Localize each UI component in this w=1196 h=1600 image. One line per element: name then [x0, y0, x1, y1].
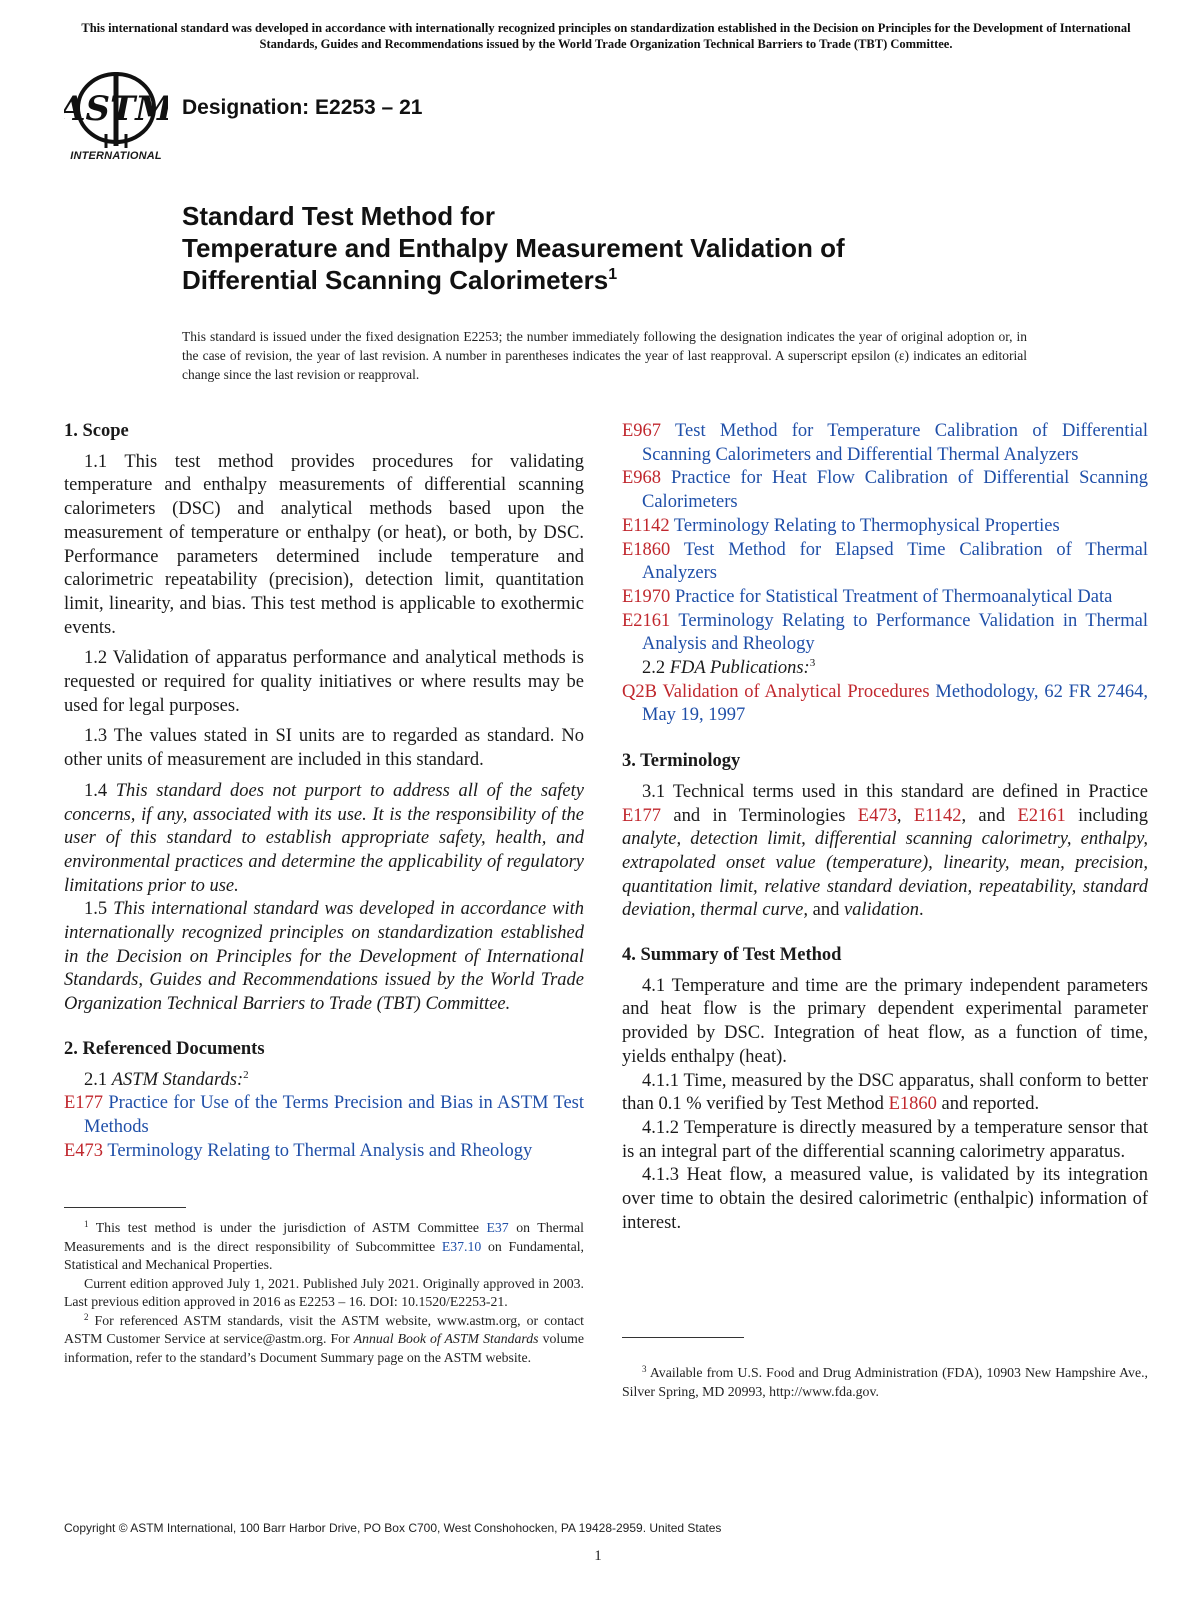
para-3-1: 3.1 Technical terms used in this standard are defined in Practice E177 and in Terminologies E473, E1142, and E2161 including analyte, detection limit, differential scanning calorimetry, enthalpy, extrapolated onset value (temperature), linearity, mean, precision, quantitation limit, relative standard deviation, repeatability, standard deviation, thermal curve, and validation.	[622, 781, 1149, 921]
footnote-3: $^3$ Available from U.S. Food and Drug Administration (FDA), 10903 New Hampshire Ave., Silver Spring, MD 20993, http://www.fda.gov.	[622, 1364, 1148, 1399]
para-4-1-2: 4.1.2 Temperature is directly measured by a temperature sensor that is an integral part of the differential scanning calorimetry apparatus.	[622, 1117, 1148, 1162]
footnotes-right	[622, 1364, 1148, 1401]
link-e37[interactable]: E37	[486, 1220, 509, 1235]
para-1-1: 1.1 This test method provides procedures for validating temperature and enthalpy measurements of differential scanning calorimeters (DSC) and analytical methods based upon the measurement of temperature or enthalpy (or heat), or both, by DSC. Performance parameters determined include temperature and calorimetric repeatability (precision), detection limit, quantitation limit, linearity, and bias. This test method is applicable to exothermic events.	[64, 451, 584, 638]
astm-logo-icon	[64, 70, 168, 150]
para-4-1-3: 4.1.3 Heat flow, a measured value, is validated by its integration over time to obtain the desired calorimetric (enthalpic) information of interest.	[622, 1165, 1148, 1233]
title-line-2: Temperature and Enthalpy Measurement Validation of	[182, 233, 845, 263]
footnote-rule-left	[64, 1207, 186, 1208]
title-footnote-marker: 1	[608, 266, 618, 283]
para-1-3: 1.3 The values stated in SI units are to regarded as standard. No other units of measurement are included in this standard.	[64, 726, 584, 771]
ref-e968[interactable]: E968 Practice for Heat Flow Calibration of Differential Scanning Calorimeters	[622, 468, 1148, 513]
fda-publications-label: 2.2 FDA Publications:$^3$	[642, 657, 816, 679]
para-1-2: 1.2 Validation of apparatus performance and analytical methods is requested or required for quality initiatives or where results may be used for legal purposes.	[64, 648, 584, 716]
left-column	[64, 420, 584, 1163]
summary-heading: 4. Summary of Test Method	[622, 945, 842, 966]
ref-q2b[interactable]: Q2B Validation of Analytical Procedures Methodology, 62 FR 27464, May 19, 1997	[622, 681, 1149, 726]
ref-e967[interactable]: E967 Test Method for Temperature Calibration of Differential Scanning Calorimeters and Differential Thermal Analyzers	[622, 421, 1148, 465]
page-number: 1	[594, 1548, 602, 1564]
link-e1142[interactable]: E1142	[913, 805, 962, 826]
para-4-1: 4.1 Temperature and time are the primary independent parameters and heat flow is the primary dependent experimental parameter provided by DSC. Integration of heat flow, as a function of time, yields enthalpy (heat).	[622, 975, 1148, 1067]
right-column	[622, 420, 1148, 1236]
copyright-line: Copyright © ASTM International, 100 Barr Harbor Drive, PO Box C700, West Conshohocken, PA 19428-2959. United States	[64, 1521, 722, 1535]
referenced-documents-heading: 2. Referenced Documents	[64, 1038, 265, 1059]
para-4-1-1: 4.1.1 Time, measured by the DSC apparatus, shall conform to better than 0.1 % verified by Test Method E1860 and reported.	[622, 1070, 1148, 1115]
footnote-2: $^2$ For referenced ASTM standards, visit the ASTM website, www.astm.org, or contact ASTM Customer Service at service@astm.org. For Annual Book of ASTM Standards volume information, refer to the standard’s Document Summary page on the ASTM website.	[64, 1311, 585, 1365]
link-e2161[interactable]: E2161	[1017, 805, 1066, 826]
title-line-1: Standard Test Method for	[182, 201, 495, 231]
issuance-note: This standard is issued under the fixed designation E2253; the number immediately following the designation indicates the year of original adoption or, in the case of revision, the year of last revision. A number in parentheses indicates the year of last reapproval. A superscript epsilon (ε) indicates an editorial change since the last revision or reapproval.	[182, 329, 1027, 382]
astm-logo	[64, 70, 168, 166]
para-1-4: 1.4 This standard does not purport to address all of the safety concerns, if any, associated with its use. It is the responsibility of the user of this standard to establish appropriate safety, health, and environmental practices and determine the applicability of regulatory limitations prior to use.	[64, 780, 584, 896]
ref-e177[interactable]: E177 Practice for Use of the Terms Precision and Bias in ASTM Test Methods	[64, 1093, 584, 1137]
terminology-heading: 3. Terminology	[622, 751, 741, 772]
ref-e1860[interactable]: E1860 Test Method for Elapsed Time Calibration of Thermal Analyzers	[622, 539, 1148, 584]
document-title	[182, 200, 1082, 296]
link-e473[interactable]: E473	[857, 805, 897, 826]
ref-e473[interactable]: E473 Terminology Relating to Thermal Analysis and Rheology	[64, 1140, 533, 1161]
ref-e2161[interactable]: E2161 Terminology Relating to Performance Validation in Thermal Analysis and Rheology	[622, 610, 1148, 655]
scope-heading: 1. Scope	[64, 421, 129, 441]
footnote-1: $^1$ This test method is under the jurisdiction of ASTM Committee E37 on Thermal Measurements and is the direct responsibility of Subcommittee E37.10 on Fundamental, Statistical and Mechanical Properties.	[64, 1219, 585, 1272]
title-line-3: Differential Scanning Calorimeters$^1$	[182, 265, 618, 295]
astm-standards-label: 2.1 ASTM Standards:$^2$	[84, 1068, 249, 1090]
para-1-5: 1.5 This international standard was developed in accordance with internationally recognized principles on standardization established in the Decision on Principles for the Development of International Standards, Guides and Recommendations issued by the World Trade Organization Technical Barriers to Trade (TBT) Committee.	[64, 899, 585, 1015]
footnote-rule-right	[622, 1337, 744, 1338]
link-e37-10[interactable]: E37.10	[441, 1238, 482, 1254]
link-e1860[interactable]: E1860	[888, 1094, 937, 1115]
logo-wordmark: INTERNATIONAL	[70, 150, 162, 162]
ref-e1142[interactable]: E1142 Terminology Relating to Thermophysical Properties	[622, 515, 1060, 536]
ref-e1970[interactable]: E1970 Practice for Statistical Treatment of Thermoanalytical Data	[622, 586, 1113, 607]
link-e177[interactable]: E177	[622, 805, 662, 826]
footnote-1-edition: Current edition approved July 1, 2021. Published July 2021. Originally approved in 2003. Last previous edition approved in 2016 as E2253 – 16. DOI: 10.1520/E2253-21.	[64, 1275, 584, 1309]
footnotes-left	[64, 1219, 584, 1367]
designation: Designation: E2253 – 21	[182, 96, 423, 119]
svg-text:ASTM: ASTM	[64, 89, 168, 129]
top-note: This international standard was developed in accordance with internationally recognized principles on standardization established in the Decision on Principles for the Development of International Standards, Guides and Recommendations issued by the World Trade Organization Technical Barriers to Trade (TBT) Committee.	[81, 21, 1131, 51]
